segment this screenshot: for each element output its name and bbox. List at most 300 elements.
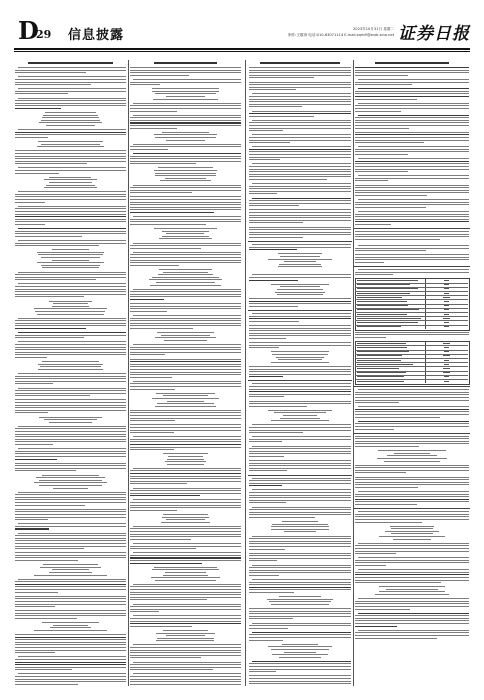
text-line xyxy=(379,591,446,592)
text-line xyxy=(249,611,351,612)
text-line xyxy=(133,381,241,382)
text-line xyxy=(39,480,101,481)
table-cell xyxy=(357,288,418,289)
text-line xyxy=(252,632,351,633)
section-rule xyxy=(354,266,470,267)
text-line xyxy=(15,519,48,520)
text-line xyxy=(249,140,351,141)
text-line xyxy=(355,250,426,251)
text-line xyxy=(249,222,303,223)
announcement-heading xyxy=(28,62,114,64)
text-line xyxy=(130,594,241,595)
text-line xyxy=(130,647,241,648)
text-line xyxy=(355,96,469,97)
text-line xyxy=(355,134,469,135)
text-line xyxy=(15,546,126,547)
text-line xyxy=(130,199,241,200)
table-row-divider xyxy=(355,345,468,346)
text-line xyxy=(355,620,469,621)
text-line xyxy=(18,167,126,168)
text-line xyxy=(167,464,203,465)
text-line xyxy=(358,613,469,614)
text-line xyxy=(249,575,279,576)
text-line xyxy=(252,436,351,437)
text-line xyxy=(274,412,326,413)
text-line xyxy=(355,603,469,604)
text-line xyxy=(159,238,212,239)
text-line xyxy=(130,192,192,193)
table-row-divider xyxy=(355,371,468,372)
table-cell xyxy=(444,360,448,361)
text-line xyxy=(355,161,469,162)
text-line xyxy=(249,439,351,440)
section-rule xyxy=(354,508,470,509)
text-line xyxy=(355,151,469,152)
column-1 xyxy=(14,60,127,686)
text-line xyxy=(278,253,322,254)
text-line xyxy=(130,224,206,225)
table-cell xyxy=(443,368,450,369)
text-line xyxy=(15,465,126,466)
text-line xyxy=(154,134,217,135)
text-line xyxy=(358,79,469,80)
text-line xyxy=(249,209,351,210)
text-line xyxy=(130,209,241,210)
text-line xyxy=(355,626,397,627)
text-line xyxy=(15,613,126,614)
text-line xyxy=(355,192,469,193)
text-line xyxy=(130,510,177,511)
text-line xyxy=(130,372,241,373)
text-line xyxy=(38,254,102,255)
text-line xyxy=(355,553,396,554)
text-line xyxy=(249,406,307,407)
text-line xyxy=(249,99,351,100)
text-line xyxy=(15,199,126,200)
text-line xyxy=(355,446,419,447)
text-line xyxy=(15,592,58,593)
text-line xyxy=(249,125,351,126)
section-rule xyxy=(248,380,352,381)
text-line xyxy=(15,196,126,197)
announcement-heading xyxy=(375,62,448,64)
text-line xyxy=(15,100,126,101)
text-line xyxy=(130,70,241,71)
text-line xyxy=(249,453,351,454)
text-line xyxy=(355,224,391,225)
text-line xyxy=(15,468,126,469)
text-line xyxy=(249,592,294,593)
text-line xyxy=(278,266,322,267)
text-line xyxy=(15,470,76,471)
text-line xyxy=(249,512,351,513)
text-line xyxy=(166,635,205,636)
text-line xyxy=(355,190,469,191)
text-line xyxy=(249,553,351,554)
text-line xyxy=(15,137,48,138)
text-line xyxy=(15,233,126,234)
text-line xyxy=(162,132,208,133)
text-line xyxy=(52,569,89,570)
text-line xyxy=(50,627,92,628)
text-line xyxy=(130,303,241,304)
text-line xyxy=(249,104,351,105)
text-line xyxy=(15,335,126,336)
text-line xyxy=(391,533,433,534)
text-line xyxy=(355,609,410,610)
text-line xyxy=(130,354,165,355)
text-line xyxy=(252,274,351,275)
text-line xyxy=(157,332,213,333)
text-line xyxy=(130,427,241,428)
text-line xyxy=(280,418,321,419)
text-line xyxy=(44,419,97,420)
text-line xyxy=(39,417,103,418)
text-line xyxy=(15,436,126,437)
text-line xyxy=(249,637,351,638)
text-line xyxy=(249,325,351,326)
text-line xyxy=(133,673,241,674)
text-line xyxy=(130,187,241,188)
text-line xyxy=(15,211,126,212)
text-line xyxy=(271,649,329,650)
text-line xyxy=(15,132,126,133)
text-line xyxy=(358,421,469,422)
text-line xyxy=(355,504,417,505)
text-line xyxy=(355,67,469,68)
text-line xyxy=(355,496,469,497)
table-row-divider xyxy=(355,366,468,367)
text-line xyxy=(15,615,126,616)
text-line xyxy=(15,451,126,452)
text-line xyxy=(130,432,174,433)
table-cell xyxy=(444,326,448,327)
masthead xyxy=(14,16,470,48)
text-line xyxy=(355,409,469,410)
text-line xyxy=(249,229,351,230)
section-rule xyxy=(354,433,470,434)
text-line xyxy=(358,557,469,558)
text-line xyxy=(355,82,469,83)
text-line xyxy=(355,248,469,249)
text-line xyxy=(18,388,126,389)
text-line xyxy=(15,349,126,350)
text-line xyxy=(130,221,241,222)
text-line xyxy=(249,608,351,609)
text-line xyxy=(15,634,126,635)
table-row-divider xyxy=(355,358,468,359)
text-line xyxy=(130,606,241,607)
text-line xyxy=(15,444,53,445)
text-line xyxy=(358,569,469,570)
text-line xyxy=(268,646,331,647)
text-line xyxy=(130,161,241,162)
text-line xyxy=(166,96,204,97)
text-line xyxy=(15,161,126,162)
text-line xyxy=(15,601,126,602)
text-line xyxy=(130,586,241,587)
text-line xyxy=(355,467,469,468)
text-line xyxy=(355,560,469,561)
text-line xyxy=(355,120,469,121)
text-line xyxy=(249,549,285,550)
text-line xyxy=(15,323,126,324)
text-line xyxy=(15,644,126,645)
text-line xyxy=(130,599,207,600)
table-row-divider xyxy=(355,316,468,317)
text-line xyxy=(355,582,441,583)
text-line xyxy=(249,130,283,131)
text-line xyxy=(15,604,126,605)
text-line xyxy=(249,70,351,71)
text-line xyxy=(355,171,408,172)
text-line xyxy=(15,647,126,648)
text-line xyxy=(249,89,296,90)
text-line xyxy=(156,633,215,634)
text-line xyxy=(379,536,445,537)
text-line xyxy=(249,220,351,221)
text-line xyxy=(15,667,126,668)
text-line xyxy=(378,450,446,451)
text-line xyxy=(252,244,351,245)
text-line xyxy=(249,193,277,194)
text-line xyxy=(15,93,68,94)
table-cell xyxy=(357,347,407,348)
text-line xyxy=(52,260,89,261)
text-line xyxy=(252,111,351,112)
text-line xyxy=(355,565,386,566)
text-line xyxy=(249,338,286,339)
text-line xyxy=(133,315,241,316)
text-line xyxy=(355,334,469,335)
text-line xyxy=(130,369,241,370)
table-row-divider xyxy=(355,304,468,305)
text-line xyxy=(130,592,241,593)
text-line xyxy=(130,190,241,191)
column-divider xyxy=(128,60,129,686)
text-line xyxy=(15,202,45,203)
text-line xyxy=(15,589,126,590)
text-line xyxy=(130,441,241,442)
text-line xyxy=(53,303,89,304)
text-line xyxy=(130,589,241,590)
text-line xyxy=(155,175,216,176)
text-line xyxy=(130,248,201,249)
text-line xyxy=(249,678,351,679)
text-line xyxy=(282,521,319,522)
text-line xyxy=(249,232,351,233)
text-line xyxy=(130,439,241,440)
text-line xyxy=(37,252,105,253)
text-line xyxy=(15,543,126,544)
text-line xyxy=(15,216,126,217)
text-line xyxy=(249,441,282,442)
text-line xyxy=(249,75,351,76)
text-line xyxy=(249,306,298,307)
text-line xyxy=(355,149,469,150)
text-line xyxy=(355,154,408,155)
text-line xyxy=(130,483,187,484)
text-line xyxy=(52,306,90,307)
page-letter: D xyxy=(18,16,39,45)
text-line xyxy=(355,574,469,575)
text-line xyxy=(130,528,241,529)
text-line xyxy=(249,460,351,461)
text-line xyxy=(161,335,210,336)
text-line xyxy=(130,245,241,246)
text-line xyxy=(249,113,351,114)
text-line xyxy=(15,428,126,429)
text-line xyxy=(249,517,315,518)
text-line xyxy=(15,383,53,384)
text-line xyxy=(358,146,469,147)
text-line xyxy=(355,185,469,186)
text-line xyxy=(249,500,351,501)
text-line xyxy=(130,204,241,205)
text-line xyxy=(15,376,126,377)
text-line xyxy=(133,252,241,253)
text-line xyxy=(130,560,241,561)
text-line xyxy=(168,456,203,457)
masthead-rule-thin xyxy=(14,51,470,52)
text-line xyxy=(49,572,93,573)
table-cell xyxy=(357,318,421,319)
text-line xyxy=(15,560,78,561)
text-line xyxy=(151,577,221,578)
text-line xyxy=(15,344,126,345)
text-line xyxy=(40,366,101,367)
text-line xyxy=(279,596,321,597)
announcement-heading xyxy=(260,62,341,64)
text-line xyxy=(271,362,330,363)
text-line xyxy=(15,91,126,92)
text-line xyxy=(15,105,126,106)
text-line xyxy=(167,459,204,460)
text-line xyxy=(387,455,438,456)
text-line xyxy=(130,473,241,474)
text-line xyxy=(15,170,126,171)
text-line xyxy=(249,640,283,641)
text-line xyxy=(15,528,49,529)
text-line xyxy=(130,202,241,203)
text-line xyxy=(15,399,126,400)
text-line xyxy=(130,621,241,622)
text-line xyxy=(249,376,283,377)
text-line xyxy=(34,630,107,631)
text-line xyxy=(249,96,351,97)
text-line xyxy=(355,400,469,401)
text-line xyxy=(42,117,99,118)
text-line xyxy=(278,359,322,360)
text-line xyxy=(43,115,98,116)
text-line xyxy=(355,472,406,473)
text-line xyxy=(249,333,351,334)
column-4 xyxy=(354,60,470,686)
text-line xyxy=(249,205,299,206)
text-line xyxy=(49,301,93,302)
text-line xyxy=(130,84,160,85)
text-line xyxy=(130,531,241,532)
text-line xyxy=(35,311,105,312)
text-line xyxy=(38,364,103,365)
text-line xyxy=(133,644,241,645)
text-line xyxy=(133,488,241,489)
table-row-divider xyxy=(355,375,468,376)
text-line xyxy=(15,395,90,396)
text-line xyxy=(133,344,241,345)
text-line xyxy=(15,502,126,503)
text-line xyxy=(130,219,241,220)
text-line xyxy=(15,79,126,80)
text-line xyxy=(15,224,45,225)
text-line xyxy=(15,393,126,394)
table-row-divider xyxy=(355,325,468,326)
text-line xyxy=(18,533,126,534)
text-line xyxy=(41,257,100,258)
section-rule xyxy=(248,475,352,476)
table-cell xyxy=(357,326,401,327)
table-row-divider xyxy=(355,354,468,355)
text-line xyxy=(355,125,469,126)
text-line xyxy=(385,531,439,532)
table-cell xyxy=(357,360,401,361)
table-row-divider xyxy=(355,312,468,313)
text-line xyxy=(130,257,241,258)
text-line xyxy=(355,236,469,237)
column-divider xyxy=(353,60,354,686)
text-line xyxy=(280,286,320,287)
text-line xyxy=(41,144,100,145)
text-line xyxy=(130,323,241,324)
text-line xyxy=(15,286,126,287)
table-cell xyxy=(444,364,449,365)
table-row-divider xyxy=(355,350,468,351)
text-line xyxy=(252,134,351,135)
text-line xyxy=(15,134,126,135)
table-cell xyxy=(357,355,402,356)
text-line xyxy=(271,529,330,530)
text-line xyxy=(15,535,126,536)
text-line xyxy=(130,117,241,118)
text-line xyxy=(249,106,302,107)
table-cell xyxy=(444,305,449,306)
table-cell xyxy=(444,381,448,382)
text-line xyxy=(355,239,440,240)
text-line xyxy=(163,453,209,454)
column-divider xyxy=(245,60,246,686)
text-line xyxy=(249,541,351,542)
text-line xyxy=(155,580,217,581)
text-line xyxy=(249,391,351,392)
text-line xyxy=(355,618,469,619)
text-line xyxy=(133,584,241,585)
text-line xyxy=(130,111,177,112)
text-line xyxy=(130,158,241,159)
text-line xyxy=(249,374,351,375)
text-line xyxy=(355,214,469,215)
text-line xyxy=(15,538,126,539)
text-line xyxy=(358,175,469,176)
text-line xyxy=(130,657,201,658)
text-line xyxy=(249,366,351,367)
text-line xyxy=(355,580,469,581)
text-line xyxy=(130,377,172,378)
text-line xyxy=(15,337,84,338)
text-line xyxy=(15,84,91,85)
text-line xyxy=(34,308,106,309)
text-line xyxy=(53,488,88,489)
text-line xyxy=(249,321,299,322)
